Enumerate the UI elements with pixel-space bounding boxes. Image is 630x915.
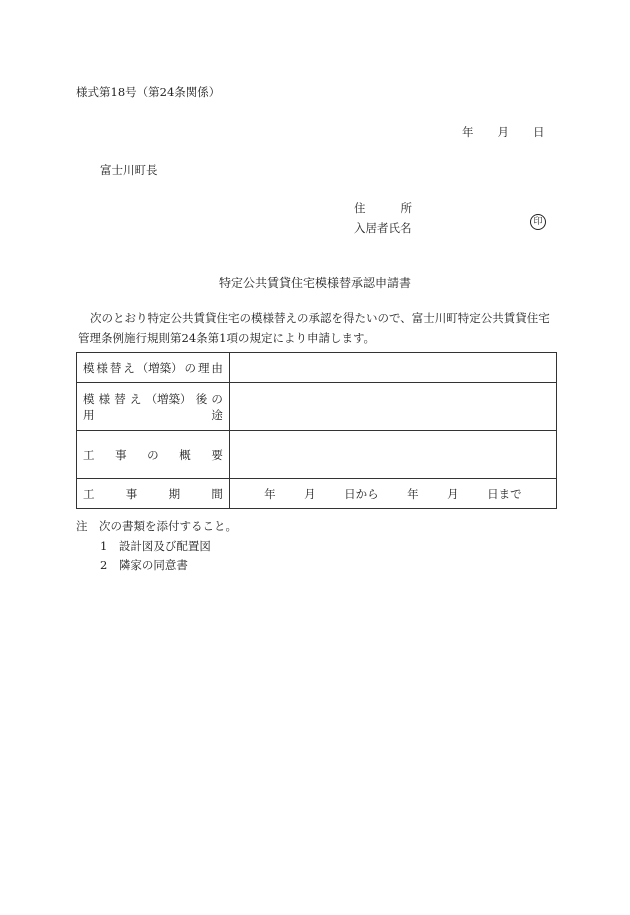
form-number: 様式第18号（第24条関係）	[76, 85, 221, 99]
outline-value[interactable]	[229, 431, 556, 479]
usage-value[interactable]	[229, 383, 556, 431]
outline-row	[77, 431, 557, 479]
body-text: 次のとおり特定公共賃貸住宅の模様替えの承認を得たいので、富士川町特定公共賃貸住宅管理条例施行規則第24条第1項の規定により申請します。	[78, 311, 550, 345]
addressee: 富士川町長	[100, 163, 158, 177]
reason-label: 模 様 替 え （増築） の 理 由	[77, 353, 230, 383]
reason-row	[77, 353, 557, 383]
application-table	[76, 352, 557, 509]
period-row	[77, 479, 557, 509]
outline-label: 工 事 の 概 要	[77, 431, 230, 479]
name-row	[354, 218, 412, 238]
note-item: 1 設計図及び配置図	[100, 539, 211, 553]
note-item: 2 隣家の同意書	[100, 558, 188, 572]
seal-mark: 印	[530, 214, 546, 230]
date-month: 月	[497, 125, 509, 139]
date-line	[462, 124, 545, 140]
notes-heading: 注 次の書類を添付すること。	[76, 519, 237, 533]
period-label: 工 事 期 間	[77, 479, 230, 509]
date-year: 年	[462, 125, 474, 139]
date-day: 日	[533, 125, 545, 139]
address-row	[354, 198, 412, 218]
name-label: 入居者氏名	[354, 221, 412, 235]
period-value[interactable]: 年 月 日から 年 月 日まで	[229, 479, 556, 509]
address-label: 住 所	[354, 201, 412, 215]
reason-value[interactable]	[229, 353, 556, 383]
usage-row	[77, 383, 557, 431]
usage-label: 模 様 替 え （増築） 後 の 用 途	[77, 383, 230, 431]
applicant-block	[354, 198, 412, 238]
document-title: 特定公共賃貸住宅模様替承認申請書	[218, 276, 411, 290]
